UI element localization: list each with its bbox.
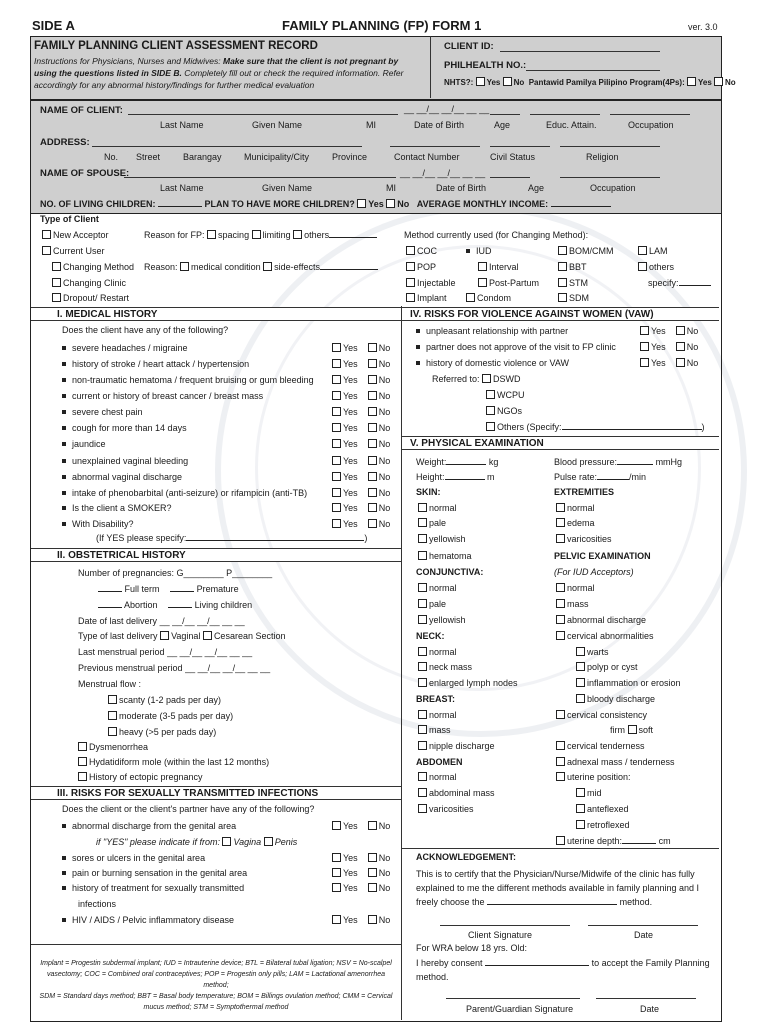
medical-yes-checkbox[interactable] <box>332 375 341 384</box>
side-label: SIDE A <box>32 18 75 33</box>
medical-history-title: I. MEDICAL HISTORY <box>31 307 401 321</box>
medical-yes-checkbox[interactable] <box>332 391 341 400</box>
method-implant-checkbox[interactable] <box>406 293 415 302</box>
method-interval-checkbox[interactable] <box>478 262 487 271</box>
medical-item: cough for more than 14 days <box>62 423 187 433</box>
vaw-yes-checkbox[interactable] <box>640 326 649 335</box>
instr-1b: Make sure that the client is not pregnant by <box>222 56 399 66</box>
medical-no-checkbox[interactable] <box>368 343 377 352</box>
physical-title: V. PHYSICAL EXAMINATION <box>402 436 719 450</box>
method-coc-checkbox[interactable] <box>406 246 415 255</box>
abdomen-normal-checkbox[interactable] <box>418 772 427 781</box>
mid-checkbox[interactable] <box>576 788 585 797</box>
vaw-no-checkbox[interactable] <box>676 326 685 335</box>
skin-yellowish-checkbox[interactable] <box>418 534 427 543</box>
plan-yes-checkbox[interactable] <box>357 199 366 208</box>
spacing-checkbox[interactable] <box>207 230 216 239</box>
instr-2: using the questions listed in SIDE B. <box>34 68 182 78</box>
method-bbt-checkbox[interactable] <box>558 262 567 271</box>
instr-1: Instructions for Physicians, Nurses and Midwives: <box>34 56 221 66</box>
sti-yes-checkbox[interactable] <box>332 853 341 862</box>
abdomen-varicosities-checkbox[interactable] <box>418 804 427 813</box>
medical-no-checkbox[interactable] <box>368 519 377 528</box>
sti-title: III. RISKS FOR SEXUALLY TRANSMITTED INFECTIONS <box>31 786 401 800</box>
sti-yes-checkbox[interactable] <box>332 868 341 877</box>
polyp-checkbox[interactable] <box>576 662 585 671</box>
vaw-title: IV. RISKS FOR VIOLENCE AGAINST WOMEN (VAW) <box>402 307 719 321</box>
medical-item: Is the client a SMOKER? <box>62 503 172 513</box>
method-sdm-checkbox[interactable] <box>558 293 567 302</box>
sti-no-checkbox[interactable] <box>368 868 377 877</box>
dysmenorrhea-checkbox[interactable] <box>78 742 87 751</box>
medical-no-checkbox[interactable] <box>368 439 377 448</box>
medical-yes-checkbox[interactable] <box>332 423 341 432</box>
sti-no-checkbox[interactable] <box>368 883 377 892</box>
medical-no-checkbox[interactable] <box>368 423 377 432</box>
medical-yes-checkbox[interactable] <box>332 488 341 497</box>
medical-yes-checkbox[interactable] <box>332 343 341 352</box>
vaw-yes-checkbox[interactable] <box>640 358 649 367</box>
sti-no-checkbox[interactable] <box>368 853 377 862</box>
scanty-checkbox[interactable] <box>108 695 117 704</box>
medical-no-checkbox[interactable] <box>368 472 377 481</box>
medical-item: history of stroke / heart attack / hypertension <box>62 359 249 369</box>
new-acceptor-checkbox[interactable] <box>42 230 51 239</box>
breast-mass-checkbox[interactable] <box>418 725 427 734</box>
medical-no-checkbox[interactable] <box>368 391 377 400</box>
guardian-signature-line[interactable] <box>446 998 580 999</box>
anteflexed-checkbox[interactable] <box>576 804 585 813</box>
current-user-checkbox[interactable] <box>42 246 51 255</box>
adnexal-checkbox[interactable] <box>556 757 565 766</box>
method-others-checkbox[interactable] <box>638 262 647 271</box>
vaw-no-checkbox[interactable] <box>676 342 685 351</box>
medical-yes-checkbox[interactable] <box>332 519 341 528</box>
method-title: Method currently used (for Changing Method): <box>404 230 589 240</box>
pelvic-mass-checkbox[interactable] <box>556 599 565 608</box>
limiting-checkbox[interactable] <box>252 230 261 239</box>
hydatidiform-checkbox[interactable] <box>78 757 87 766</box>
nhts-no-checkbox[interactable] <box>503 77 512 86</box>
heavy-checkbox[interactable] <box>108 727 117 736</box>
others-reason-checkbox[interactable] <box>293 230 302 239</box>
consistency-checkbox[interactable] <box>556 710 565 719</box>
medical-yes-checkbox[interactable] <box>332 456 341 465</box>
dropout-checkbox[interactable] <box>52 293 61 302</box>
nhts-yes-checkbox[interactable] <box>476 77 485 86</box>
plan-more-label: PLAN TO HAVE MORE CHILDREN? <box>204 199 355 209</box>
medical-item: current or history of breast cancer / breast mass <box>62 391 263 401</box>
vaw-no-checkbox[interactable] <box>676 358 685 367</box>
ext-normal-checkbox[interactable] <box>556 503 565 512</box>
vaginal-checkbox[interactable] <box>160 631 169 640</box>
medical-no-checkbox[interactable] <box>368 359 377 368</box>
method-bom-checkbox[interactable] <box>558 246 567 255</box>
inflammation-checkbox[interactable] <box>576 678 585 687</box>
moderate-checkbox[interactable] <box>108 711 117 720</box>
medical-item: With Disability? <box>62 519 134 529</box>
spouse-label: NAME OF SPOUSE: <box>40 168 130 179</box>
medical-yes-checkbox[interactable] <box>332 439 341 448</box>
version-label: ver. 3.0 <box>688 22 718 32</box>
instr-3: accordingly for any abnormal history/findings for further medical evaluation <box>34 80 315 90</box>
changing-method-checkbox[interactable] <box>52 262 61 271</box>
medical-yes-checkbox[interactable] <box>332 407 341 416</box>
cesarean-checkbox[interactable] <box>203 631 212 640</box>
method-injectable-checkbox[interactable] <box>406 278 415 287</box>
philhealth-field[interactable] <box>526 70 660 71</box>
pelvic-discharge-checkbox[interactable] <box>556 615 565 624</box>
nipple-discharge-checkbox[interactable] <box>418 741 427 750</box>
skin-normal-checkbox[interactable] <box>418 503 427 512</box>
neck-mass-checkbox[interactable] <box>418 662 427 671</box>
vaw-yes-checkbox[interactable] <box>640 342 649 351</box>
medical-yes-checkbox[interactable] <box>332 472 341 481</box>
wcpu-checkbox[interactable] <box>486 390 495 399</box>
method-postpartum-checkbox[interactable] <box>478 278 487 287</box>
instr-2b: Completely fill out or check the required information. Refer <box>184 68 404 78</box>
method-lam-checkbox[interactable] <box>638 246 647 255</box>
method-iud-mark <box>466 249 470 253</box>
income-label: AVERAGE MONTHLY INCOME: <box>416 199 549 209</box>
fourps-label: Pantawid Pamilya Pilipino Program(4Ps): <box>528 78 685 87</box>
medical-no-checkbox[interactable] <box>368 407 377 416</box>
medical-condition-checkbox[interactable] <box>180 262 189 271</box>
method-pop-checkbox[interactable] <box>406 262 415 271</box>
neck-normal-checkbox[interactable] <box>418 647 427 656</box>
type-client-title: Type of Client <box>40 214 99 224</box>
address-field[interactable] <box>92 146 362 147</box>
sti-no-checkbox[interactable] <box>368 915 377 924</box>
medical-no-checkbox[interactable] <box>368 488 377 497</box>
penis-checkbox[interactable] <box>264 837 273 846</box>
pelvic-normal-checkbox[interactable] <box>556 583 565 592</box>
medical-item: non-traumatic hematoma / frequent bruising or gum bleeding <box>62 375 314 385</box>
ectopic-checkbox[interactable] <box>78 772 87 781</box>
conj-yellowish-checkbox[interactable] <box>418 615 427 624</box>
philhealth-label: PHILHEALTH NO.: <box>444 60 527 71</box>
abdominal-mass-checkbox[interactable] <box>418 788 427 797</box>
medical-yes-checkbox[interactable] <box>332 359 341 368</box>
dswd-checkbox[interactable] <box>482 374 491 383</box>
firm-checkbox[interactable] <box>628 725 637 734</box>
ngos-checkbox[interactable] <box>486 406 495 415</box>
record-title: FAMILY PLANNING CLIENT ASSESSMENT RECORD <box>34 40 318 52</box>
ext-varicosities-checkbox[interactable] <box>556 534 565 543</box>
client-name-field[interactable] <box>128 114 398 115</box>
skin-hematoma-checkbox[interactable] <box>418 551 427 560</box>
tenderness-checkbox[interactable] <box>556 741 565 750</box>
medical-item: severe chest pain <box>62 407 143 417</box>
address-label: ADDRESS: <box>40 137 90 148</box>
sti-yes-checkbox[interactable] <box>332 821 341 830</box>
side-effects-checkbox[interactable] <box>263 262 272 271</box>
medical-item: jaundice <box>62 439 106 449</box>
uterine-position-checkbox[interactable] <box>556 772 565 781</box>
medical-no-checkbox[interactable] <box>368 456 377 465</box>
warts-checkbox[interactable] <box>576 647 585 656</box>
fourps-no-checkbox[interactable] <box>714 77 723 86</box>
footnote: Implant = Progestin subdermal implant; IUD = Intrauterine device; BTL = Bilateral tubal ligation; NSV = No-scalpel vasectomy; COC = Combined oral contraceptives; POP = Progestin only pills; LAM = Lactational amenorrhea method; SDM = Standard days method; BBT = Basal body temperature; BOM = Billings ovulation method; CMM = Cervical mucus method; STM = Symptothermal method <box>39 960 393 1011</box>
children-label: NO. OF LIVING CHILDREN: <box>40 199 156 209</box>
medical-no-checkbox[interactable] <box>368 375 377 384</box>
method-condom-checkbox[interactable] <box>466 293 475 302</box>
vagina-checkbox[interactable] <box>222 837 231 846</box>
pelvic-cervical-abn-checkbox[interactable] <box>556 631 565 640</box>
form-title: FAMILY PLANNING (FP) FORM 1 <box>282 18 482 33</box>
medical-no-checkbox[interactable] <box>368 503 377 512</box>
client-id-field[interactable] <box>500 51 660 52</box>
uterine-depth-checkbox[interactable] <box>556 836 565 845</box>
fourps-yes-checkbox[interactable] <box>687 77 696 86</box>
others-vaw-checkbox[interactable] <box>486 422 495 431</box>
skin-pale-checkbox[interactable] <box>418 518 427 527</box>
obstetrical-title: II. OBSTETRICAL HISTORY <box>31 548 401 562</box>
spouse-field[interactable] <box>124 177 396 178</box>
conj-pale-checkbox[interactable] <box>418 599 427 608</box>
guardian-date-line[interactable] <box>596 998 696 999</box>
client-signature-line[interactable] <box>440 925 570 926</box>
sti-no-checkbox[interactable] <box>368 821 377 830</box>
plan-no-checkbox[interactable] <box>386 199 395 208</box>
bloody-checkbox[interactable] <box>576 694 585 703</box>
nhts-label: NHTS?: <box>444 78 474 87</box>
retroflexed-checkbox[interactable] <box>576 820 585 829</box>
conj-normal-checkbox[interactable] <box>418 583 427 592</box>
changing-clinic-checkbox[interactable] <box>52 278 61 287</box>
ext-edema-checkbox[interactable] <box>556 518 565 527</box>
medical-item: abnormal vaginal discharge <box>62 472 182 482</box>
sti-yes-checkbox[interactable] <box>332 883 341 892</box>
client-id-label: CLIENT ID: <box>444 41 494 52</box>
client-name-label: NAME OF CLIENT: <box>40 105 123 116</box>
method-stm-checkbox[interactable] <box>558 278 567 287</box>
medical-item: severe headaches / migraine <box>62 343 188 353</box>
lymph-nodes-checkbox[interactable] <box>418 678 427 687</box>
medical-item: unexplained vaginal bleeding <box>62 456 188 466</box>
ack-title: ACKNOWLEDGEMENT: <box>416 852 516 862</box>
medical-yes-checkbox[interactable] <box>332 503 341 512</box>
medical-item: intake of phenobarbital (anti-seizure) or rifampicin (anti-TB) <box>62 488 307 498</box>
sti-yes-checkbox[interactable] <box>332 915 341 924</box>
breast-normal-checkbox[interactable] <box>418 710 427 719</box>
client-date-line[interactable] <box>588 925 698 926</box>
